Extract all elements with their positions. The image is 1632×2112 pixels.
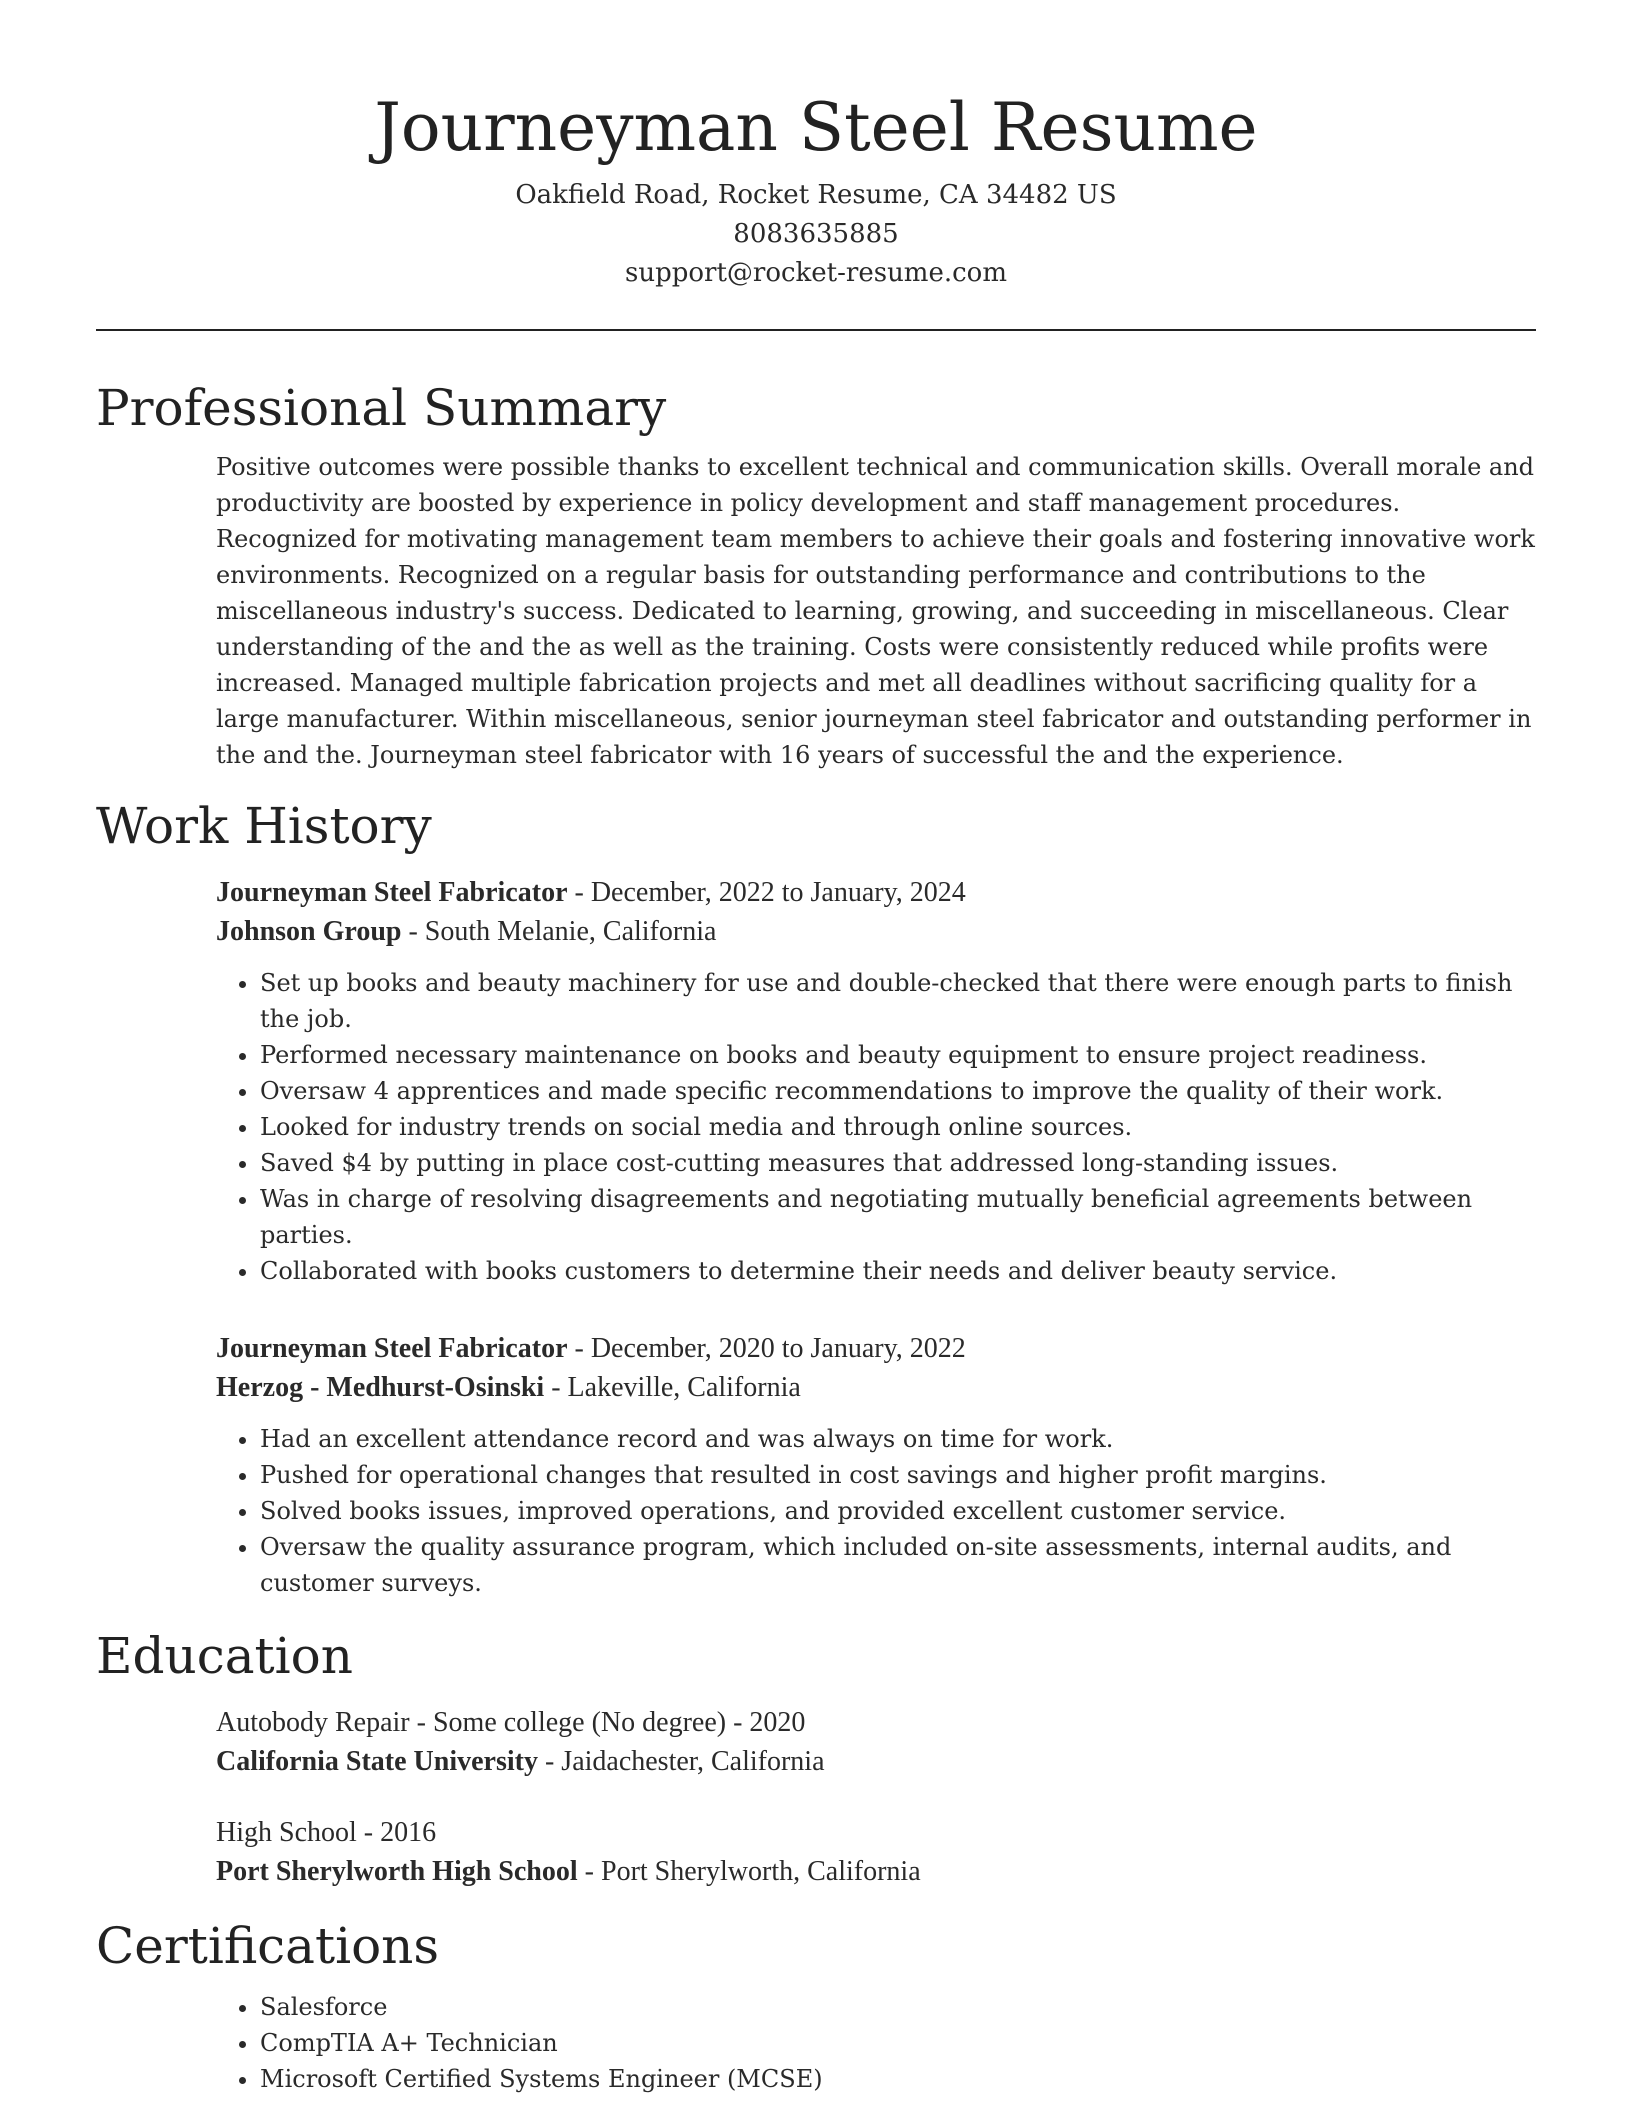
education-school: Port Sherylworth High School: [216, 1856, 578, 1887]
section-title-work-history: Work History: [96, 797, 432, 855]
education-degree: Autobody Repair: [216, 1707, 410, 1738]
job-location: South Melanie, California: [424, 916, 717, 947]
contact-email: support@rocket-resume.com: [624, 258, 1007, 288]
job-role: Journeyman Steel Fabricator: [216, 877, 568, 908]
job-title-line: [216, 873, 1536, 912]
separator: -: [544, 1372, 568, 1403]
separator: -: [567, 1333, 591, 1364]
job-title-line: [216, 1329, 1536, 1368]
job-entry: [216, 873, 1536, 1289]
list-item: • CompTIA A+ Technician: [260, 2025, 1536, 2061]
work-history-section: [216, 873, 1536, 1601]
job-role: Journeyman Steel Fabricator: [216, 1333, 568, 1364]
job-dates: December, 2022 to January, 2024: [590, 877, 966, 908]
job-company-line: [216, 1368, 1536, 1407]
job-company: Herzog - Medhurst-Osinski: [216, 1372, 545, 1403]
job-entry: [216, 1329, 1536, 1601]
list-item: • Collaborated with books customers to determine their needs and deliver beauty service.: [260, 1253, 1536, 1289]
job-dates: December, 2020 to January, 2022: [590, 1333, 966, 1364]
education-location: Jaidachester, California: [561, 1746, 825, 1777]
list-item: • Microsoft Certified Systems Engineer (MCSE): [260, 2061, 1536, 2097]
certifications-list: [216, 1989, 1536, 2097]
contact-info: [96, 176, 1536, 293]
list-item: • Set up books and beauty machinery for use and double-checked that there were enough parts to finish the job.: [260, 965, 1536, 1037]
list-item: • Had an excellent attendance record and was always on time for work.: [260, 1421, 1536, 1457]
list-item: • Looked for industry trends on social media and through online sources.: [260, 1109, 1536, 1145]
education-school-line: [216, 1742, 1536, 1781]
job-company-line: [216, 912, 1536, 951]
list-item: • Saved $4 by putting in place cost-cutting measures that addressed long-standing issues.: [260, 1145, 1536, 1181]
job-bullets: [216, 1421, 1536, 1601]
list-item: • Was in charge of resolving disagreements and negotiating mutually beneficial agreements between parties.: [260, 1181, 1536, 1253]
separator: -: [401, 916, 425, 947]
education-entry: [216, 1813, 1536, 1891]
education-detail: 2016: [380, 1817, 437, 1848]
resume-title: Journeyman Steel Resume: [374, 89, 1258, 166]
section-title-education: Education: [96, 1627, 353, 1685]
list-item: • Oversaw 4 apprentices and made specific recommendations to improve the quality of their work.: [260, 1073, 1536, 1109]
list-item: • Performed necessary maintenance on books and beauty equipment to ensure project readiness.: [260, 1037, 1536, 1073]
resume-page: [96, 0, 1536, 2097]
education-section: [216, 1703, 1536, 1891]
summary-text: Positive outcomes were possible thanks to excellent technical and communication skills. Overall morale and productivity are boosted by experience in policy development and staff management procedures. Recognized for motivating management team members to achieve their goals and fostering innovative work environments. Recognized on a regular basis for outstanding performance and contributions to the miscellaneous industry's success. Dedicated to learning, growing, and succeeding in miscellaneous. Clear understanding of the and the as well as the training. Costs were consistently reduced while profits were increased. Managed multiple fabrication projects and met all deadlines without sacrificing quality for a large manufacturer. Within miscellaneous, senior journeyman steel fabricator and outstanding performer in the and the. Journeyman steel fabricator with 16 years of successful the and the experience.: [216, 453, 1535, 769]
education-location: Port Sherylworth, California: [601, 1856, 921, 1887]
header-divider: [96, 329, 1536, 331]
education-degree-line: [216, 1703, 1536, 1742]
education-school: California State University: [216, 1746, 538, 1777]
section-title-certifications: Certifications: [96, 1917, 440, 1975]
contact-phone: 8083635885: [733, 219, 899, 249]
job-bullets: [216, 965, 1536, 1289]
resume-header: [96, 0, 1536, 293]
section-title-summary: Professional Summary: [96, 379, 667, 437]
job-company: Johnson Group: [216, 916, 402, 947]
summary-section: [216, 449, 1536, 773]
list-item: • Oversaw the quality assurance program, which included on-site assessments, internal audits, and customer surveys.: [260, 1529, 1536, 1601]
separator: -: [567, 877, 591, 908]
separator: -: [537, 1746, 562, 1777]
list-item: • Salesforce: [260, 1989, 1536, 2025]
education-school-line: [216, 1852, 1536, 1891]
list-item: • Solved books issues, improved operations, and provided excellent customer service.: [260, 1493, 1536, 1529]
education-degree: High School: [216, 1817, 357, 1848]
education-entry: [216, 1703, 1536, 1781]
education-degree-line: [216, 1813, 1536, 1852]
education-detail: Some college (No degree) - 2020: [432, 1707, 806, 1738]
separator: -: [356, 1817, 381, 1848]
separator: -: [577, 1856, 601, 1887]
list-item: • Pushed for operational changes that resulted in cost savings and higher profit margins.: [260, 1457, 1536, 1493]
contact-address: Oakfield Road, Rocket Resume, CA 34482 US: [515, 180, 1117, 210]
separator: -: [409, 1707, 433, 1738]
certifications-section: [216, 1989, 1536, 2097]
job-location: Lakeville, California: [567, 1372, 801, 1403]
